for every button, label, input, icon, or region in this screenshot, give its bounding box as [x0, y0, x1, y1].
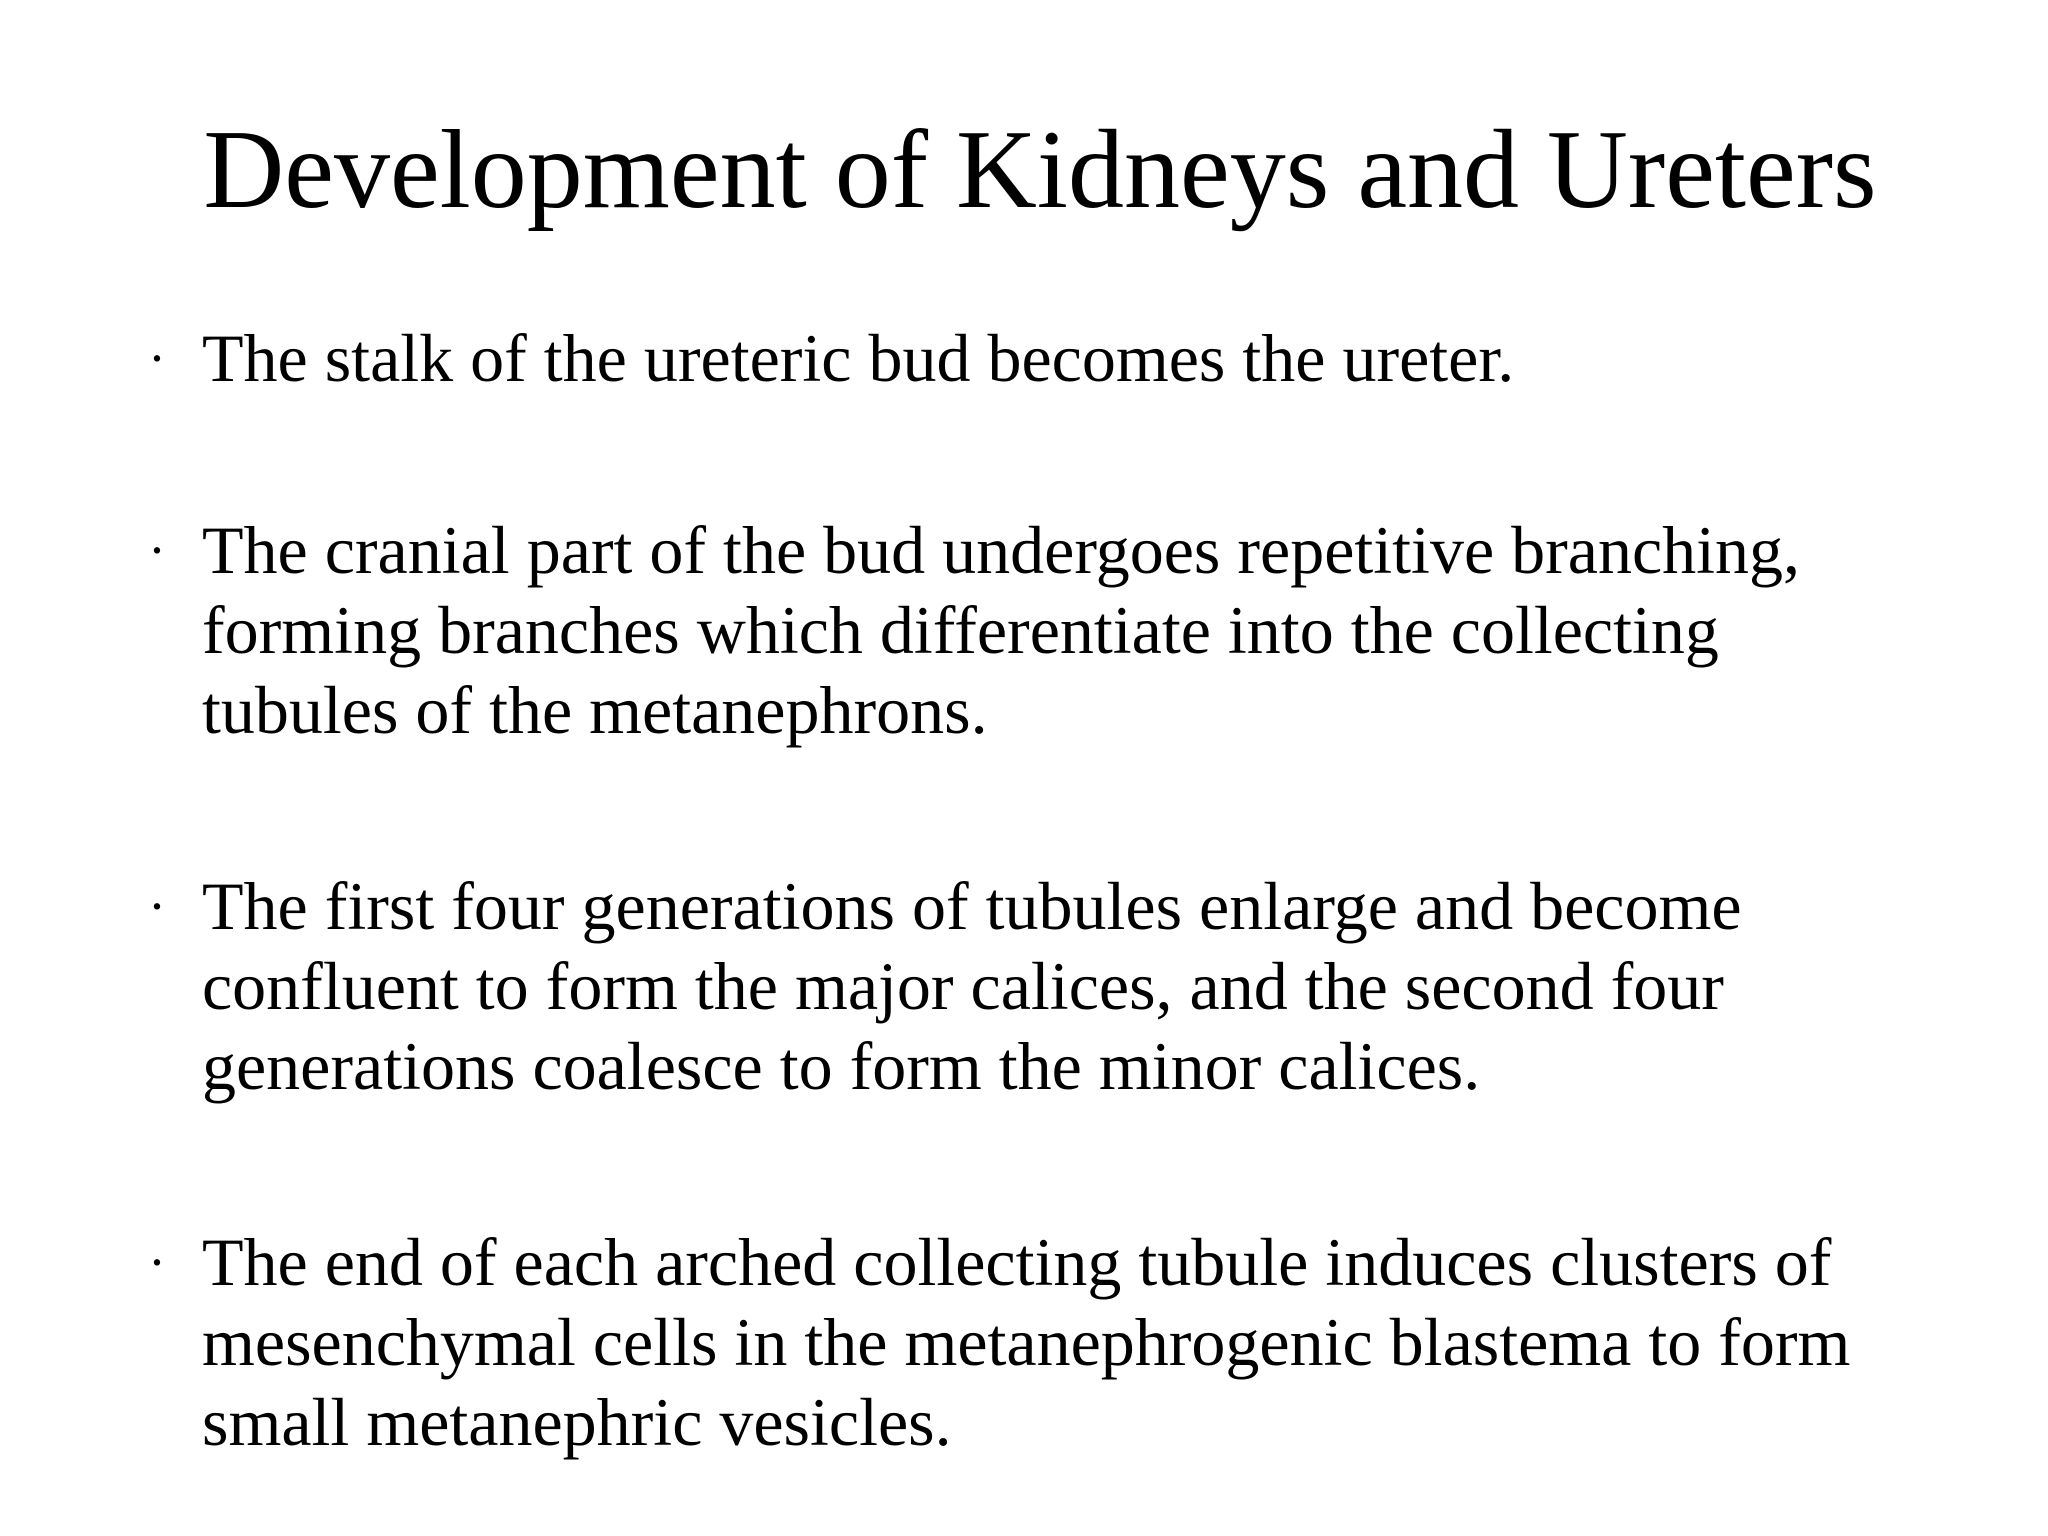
- bullet-text: The first four generations of tubules enlarge and become confluent to form the major calices, and the second four generations coalesce to form the minor calices.: [202, 868, 1742, 1104]
- bullet-dot-icon: ·: [148, 1232, 166, 1292]
- bullet-text: The stalk of the ureteric bud becomes the ureter.: [202, 320, 1515, 396]
- bullet-dot-icon: ·: [148, 876, 166, 936]
- bullet-text: The cranial part of the bud undergoes repetitive branching, forming branches which differentiate into the collecting tubules of the metanephrons.: [202, 512, 1801, 748]
- slide-title: Development of Kidneys and Ureters: [203, 108, 1877, 232]
- bullet-dot-icon: ·: [148, 328, 166, 388]
- bullet-dot-icon: ·: [148, 520, 166, 580]
- bullet-text: The end of each arched collecting tubule induces clusters of mesenchymal cells in the metanephrogenic blastema to form small metanephric vesicles.: [202, 1224, 1851, 1460]
